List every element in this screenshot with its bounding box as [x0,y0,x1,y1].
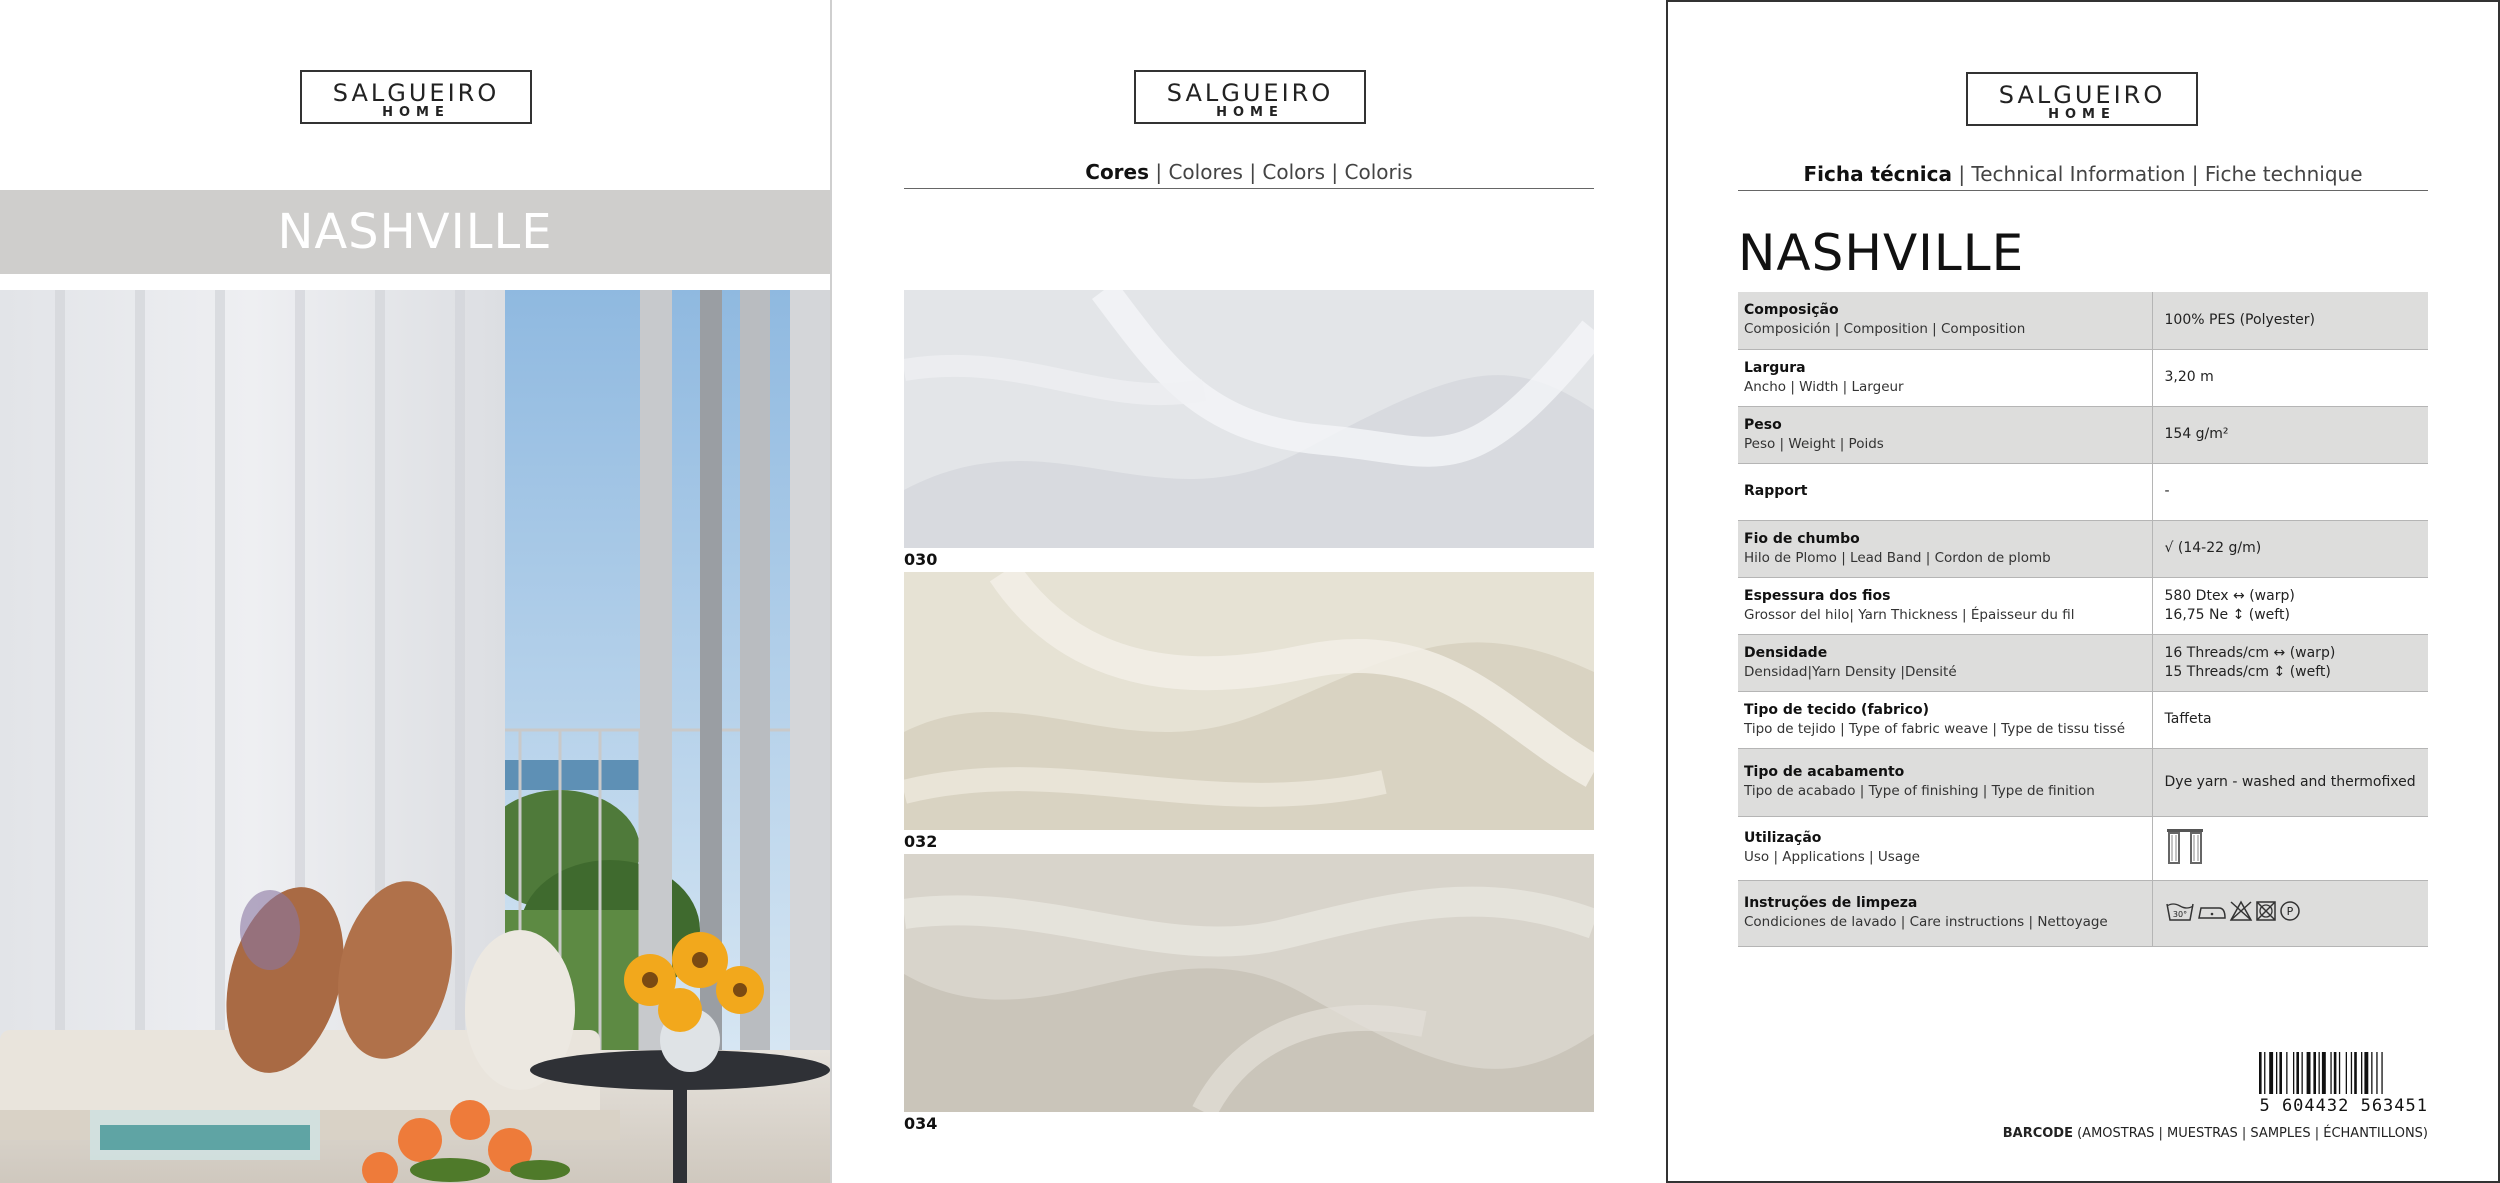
tech-product-name: NASHVILLE [1738,224,2025,282]
spec-table [1738,292,2428,947]
colors-page [834,0,1666,1183]
spec-row-usage [1738,816,2428,880]
no-bleach-icon [2231,902,2251,920]
logo-brand-text: SALGUEIRO [1998,81,2166,109]
cover-page [0,0,832,1183]
dry-clean-p-icon [2281,902,2299,920]
tech-heading-rest: | Technical Information | Fiche technique [1951,162,2363,186]
heading-rule [904,188,1594,189]
spec-label: Tipo de tecido (fabrico) [1744,701,1930,718]
fabric-swatch-030 [904,290,1594,548]
spec-value: - [2164,483,2170,499]
wash-30-icon [2167,904,2193,920]
spec-sublabel: Tipo de tejido | Type of fabric weave | Type de tissu tissé [1744,720,2126,737]
swatch-code-030: 030 [904,550,938,569]
cover-title-band [0,190,830,274]
spec-value: Taffeta [2164,711,2212,727]
spec-value: 100% PES (Polyester) [2164,311,2315,328]
tech-heading-bold: Ficha técnica [1803,162,1952,186]
spec-value: Dye yarn - washed and thermofixed [2164,773,2416,790]
spec-sublabel: Peso | Weight | Poids [1744,435,1884,452]
spec-sublabel: Uso | Applications | Usage [1744,849,1920,865]
spec-sublabel: Tipo de acabado | Type of finishing | Type de finition [1744,783,2095,799]
spec-row-care [1738,880,2428,946]
wash-temp-label: 30° [2172,910,2187,919]
colors-heading [904,160,1594,184]
care-symbols [2165,898,2305,924]
no-tumble-dry-icon [2257,902,2275,920]
spec-label: Tipo de acabamento [1744,764,1905,780]
barcode-caption-bold: BARCODE [2002,1126,2073,1141]
spec-value: 154 g/m² [2164,426,2229,442]
brand-logo [1966,72,2198,126]
spec-row-fabric-type [1738,691,2428,748]
barcode-caption [1888,1126,2428,1141]
barcode-bars [2258,1052,2428,1094]
spec-sublabel: Composición | Composition | Composition [1744,321,2026,338]
spec-row-yarn-thickness [1738,577,2428,634]
spec-label: Fio de chumbo [1744,530,1860,547]
spec-value: √ (14-22 g/m) [2164,540,2262,556]
spec-row-weight [1738,406,2428,463]
heading-rule [1738,190,2428,191]
swatch-code-034: 034 [904,1114,938,1133]
logo-sub-text: HOME [1216,105,1284,120]
spec-row-density [1738,634,2428,691]
spec-value: 16 Threads/cm ↔ (warp) [2164,644,2336,661]
living-room-photo [0,290,830,1183]
logo-brand-text: SALGUEIRO [1166,79,1334,107]
tech-heading [1738,162,2428,186]
fabric-swatch-034 [904,854,1594,1112]
spec-sublabel: Ancho | Width | Largeur [1744,378,1904,395]
spec-value-2: 15 Threads/cm ↕ (weft) [2164,663,2331,680]
spec-label: Largura [1744,359,1806,376]
spec-row-composition [1738,292,2428,349]
logo-sub-text: HOME [2048,107,2116,122]
colors-heading-bold: Cores [1085,160,1150,184]
iron-low-icon [2199,908,2225,918]
cover-photo [0,290,830,1183]
fabric-swatch-032 [904,572,1594,830]
spec-label: Composição [1744,302,1839,319]
spec-label: Instruções de limpeza [1744,895,1918,911]
spec-label: Peso [1744,416,1782,433]
spec-label: Densidade [1744,644,1828,661]
spec-label: Utilização [1744,830,1822,846]
spec-label: Rapport [1744,483,1808,499]
spec-sublabel: Densidad|Yarn Density |Densité [1744,663,1957,680]
spec-row-lead-band [1738,520,2428,577]
spec-sublabel: Grossor del hilo| Yarn Thickness | Épaisseur du fil [1744,606,2075,623]
brand-logo [1134,70,1366,124]
curtain-usage-icon [2165,826,2205,866]
spec-row-rapport [1738,463,2428,520]
logo-sub-text: HOME [382,105,450,120]
spec-sublabel: Condiciones de lavado | Care instructions | Nettoyage [1744,914,2108,930]
barcode [2258,1052,2428,1116]
spec-value-2: 16,75 Ne ↕ (weft) [2164,606,2290,623]
spec-value: 3,20 m [2164,369,2214,385]
spec-row-width [1738,349,2428,406]
barcode-digits: 5 604432 563451 [2259,1096,2428,1116]
cover-product-name: NASHVILLE [277,204,553,260]
dry-clean-letter: P [2286,905,2293,918]
spec-value: 580 Dtex ↔ (warp) [2164,587,2295,604]
spec-row-finishing [1738,748,2428,816]
spec-label: Espessura dos fios [1744,587,1891,604]
brand-logo [300,70,532,124]
barcode-caption-rest: (AMOSTRAS | MUESTRAS | SAMPLES | ÉCHANTILLONS) [2072,1126,2428,1141]
technical-page [1666,0,2500,1183]
swatch-code-032: 032 [904,832,938,851]
spec-sublabel: Hilo de Plomo | Lead Band | Cordon de plomb [1744,549,2051,566]
colors-heading-rest: | Colores | Colors | Coloris [1149,160,1413,184]
logo-brand-text: SALGUEIRO [332,79,500,107]
